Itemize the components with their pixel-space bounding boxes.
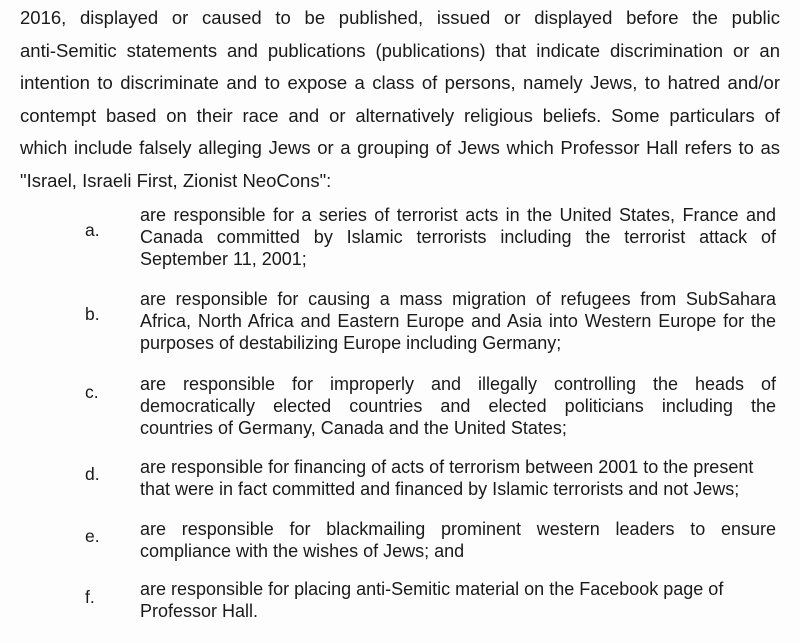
- list-item-text: [140, 456, 776, 500]
- list-item-line: are responsible for a series of terrorist acts in the United States, France and: [140, 205, 776, 225]
- intro-line: 2016, displayed or caused to be published, issued or displayed before the public: [20, 7, 780, 28]
- list-item-line: compliance with the wishes of Jews; and: [140, 541, 465, 561]
- list-item-line: are responsible for improperly and illegally controlling the heads of: [140, 374, 776, 394]
- list-item-text: [140, 373, 776, 439]
- list-item-label: f.: [85, 587, 95, 607]
- list-item-label: b.: [85, 304, 100, 324]
- list-item-line: Professor Hall.: [140, 601, 259, 621]
- list-item-line: are responsible for causing a mass migration of refugees from SubSahara: [140, 289, 776, 309]
- intro-paragraph: [20, 2, 780, 197]
- list-item-line: Africa, North Africa and Eastern Europe and Asia into Western Europe for the: [140, 311, 776, 331]
- list-item-text: [140, 578, 776, 622]
- list-item-text: [140, 288, 776, 354]
- intro-line: "Israel, Israeli First, Zionist NeoCons":: [20, 169, 332, 191]
- list-item-line: that were in fact committed and financed by Islamic terrorists and not Jews;: [140, 479, 740, 499]
- list-item-text: [140, 204, 776, 270]
- intro-line: contempt based on their race and or alternatively religious beliefs. Some particulars of: [20, 104, 780, 126]
- list-item-label: e.: [85, 526, 100, 546]
- list-item-label: c.: [85, 382, 99, 402]
- list-item-line: are responsible for placing anti-Semitic material on the Facebook page of: [140, 579, 724, 599]
- intro-line: which include falsely alleging Jews or a grouping of Jews which Professor Hall refers to as: [20, 137, 780, 158]
- list-item-text: [140, 518, 776, 562]
- list-item-line: are responsible for financing of acts of terrorism between 2001 to the present: [140, 457, 754, 477]
- list-item-line: September 11, 2001;: [140, 249, 307, 269]
- list-item-line: purposes of destabilizing Europe including Germany;: [140, 333, 562, 353]
- list-item-line: Canada committed by Islamic terrorists including the terrorist attack of: [140, 227, 776, 247]
- intro-line: intention to discriminate and to expose a class of persons, namely Jews, to hatred and/or: [20, 72, 780, 93]
- list-item-label: d.: [85, 464, 100, 484]
- list-item-line: are responsible for blackmailing prominent western leaders to ensure: [140, 519, 776, 539]
- list-item-line: countries of Germany, Canada and the United States;: [140, 418, 567, 438]
- list-item-line: democratically elected countries and elected politicians including the: [140, 396, 776, 416]
- list-item-label: a.: [85, 220, 100, 240]
- intro-line: anti-Semitic statements and publications (publications) that indicate discrimination or an: [20, 39, 780, 61]
